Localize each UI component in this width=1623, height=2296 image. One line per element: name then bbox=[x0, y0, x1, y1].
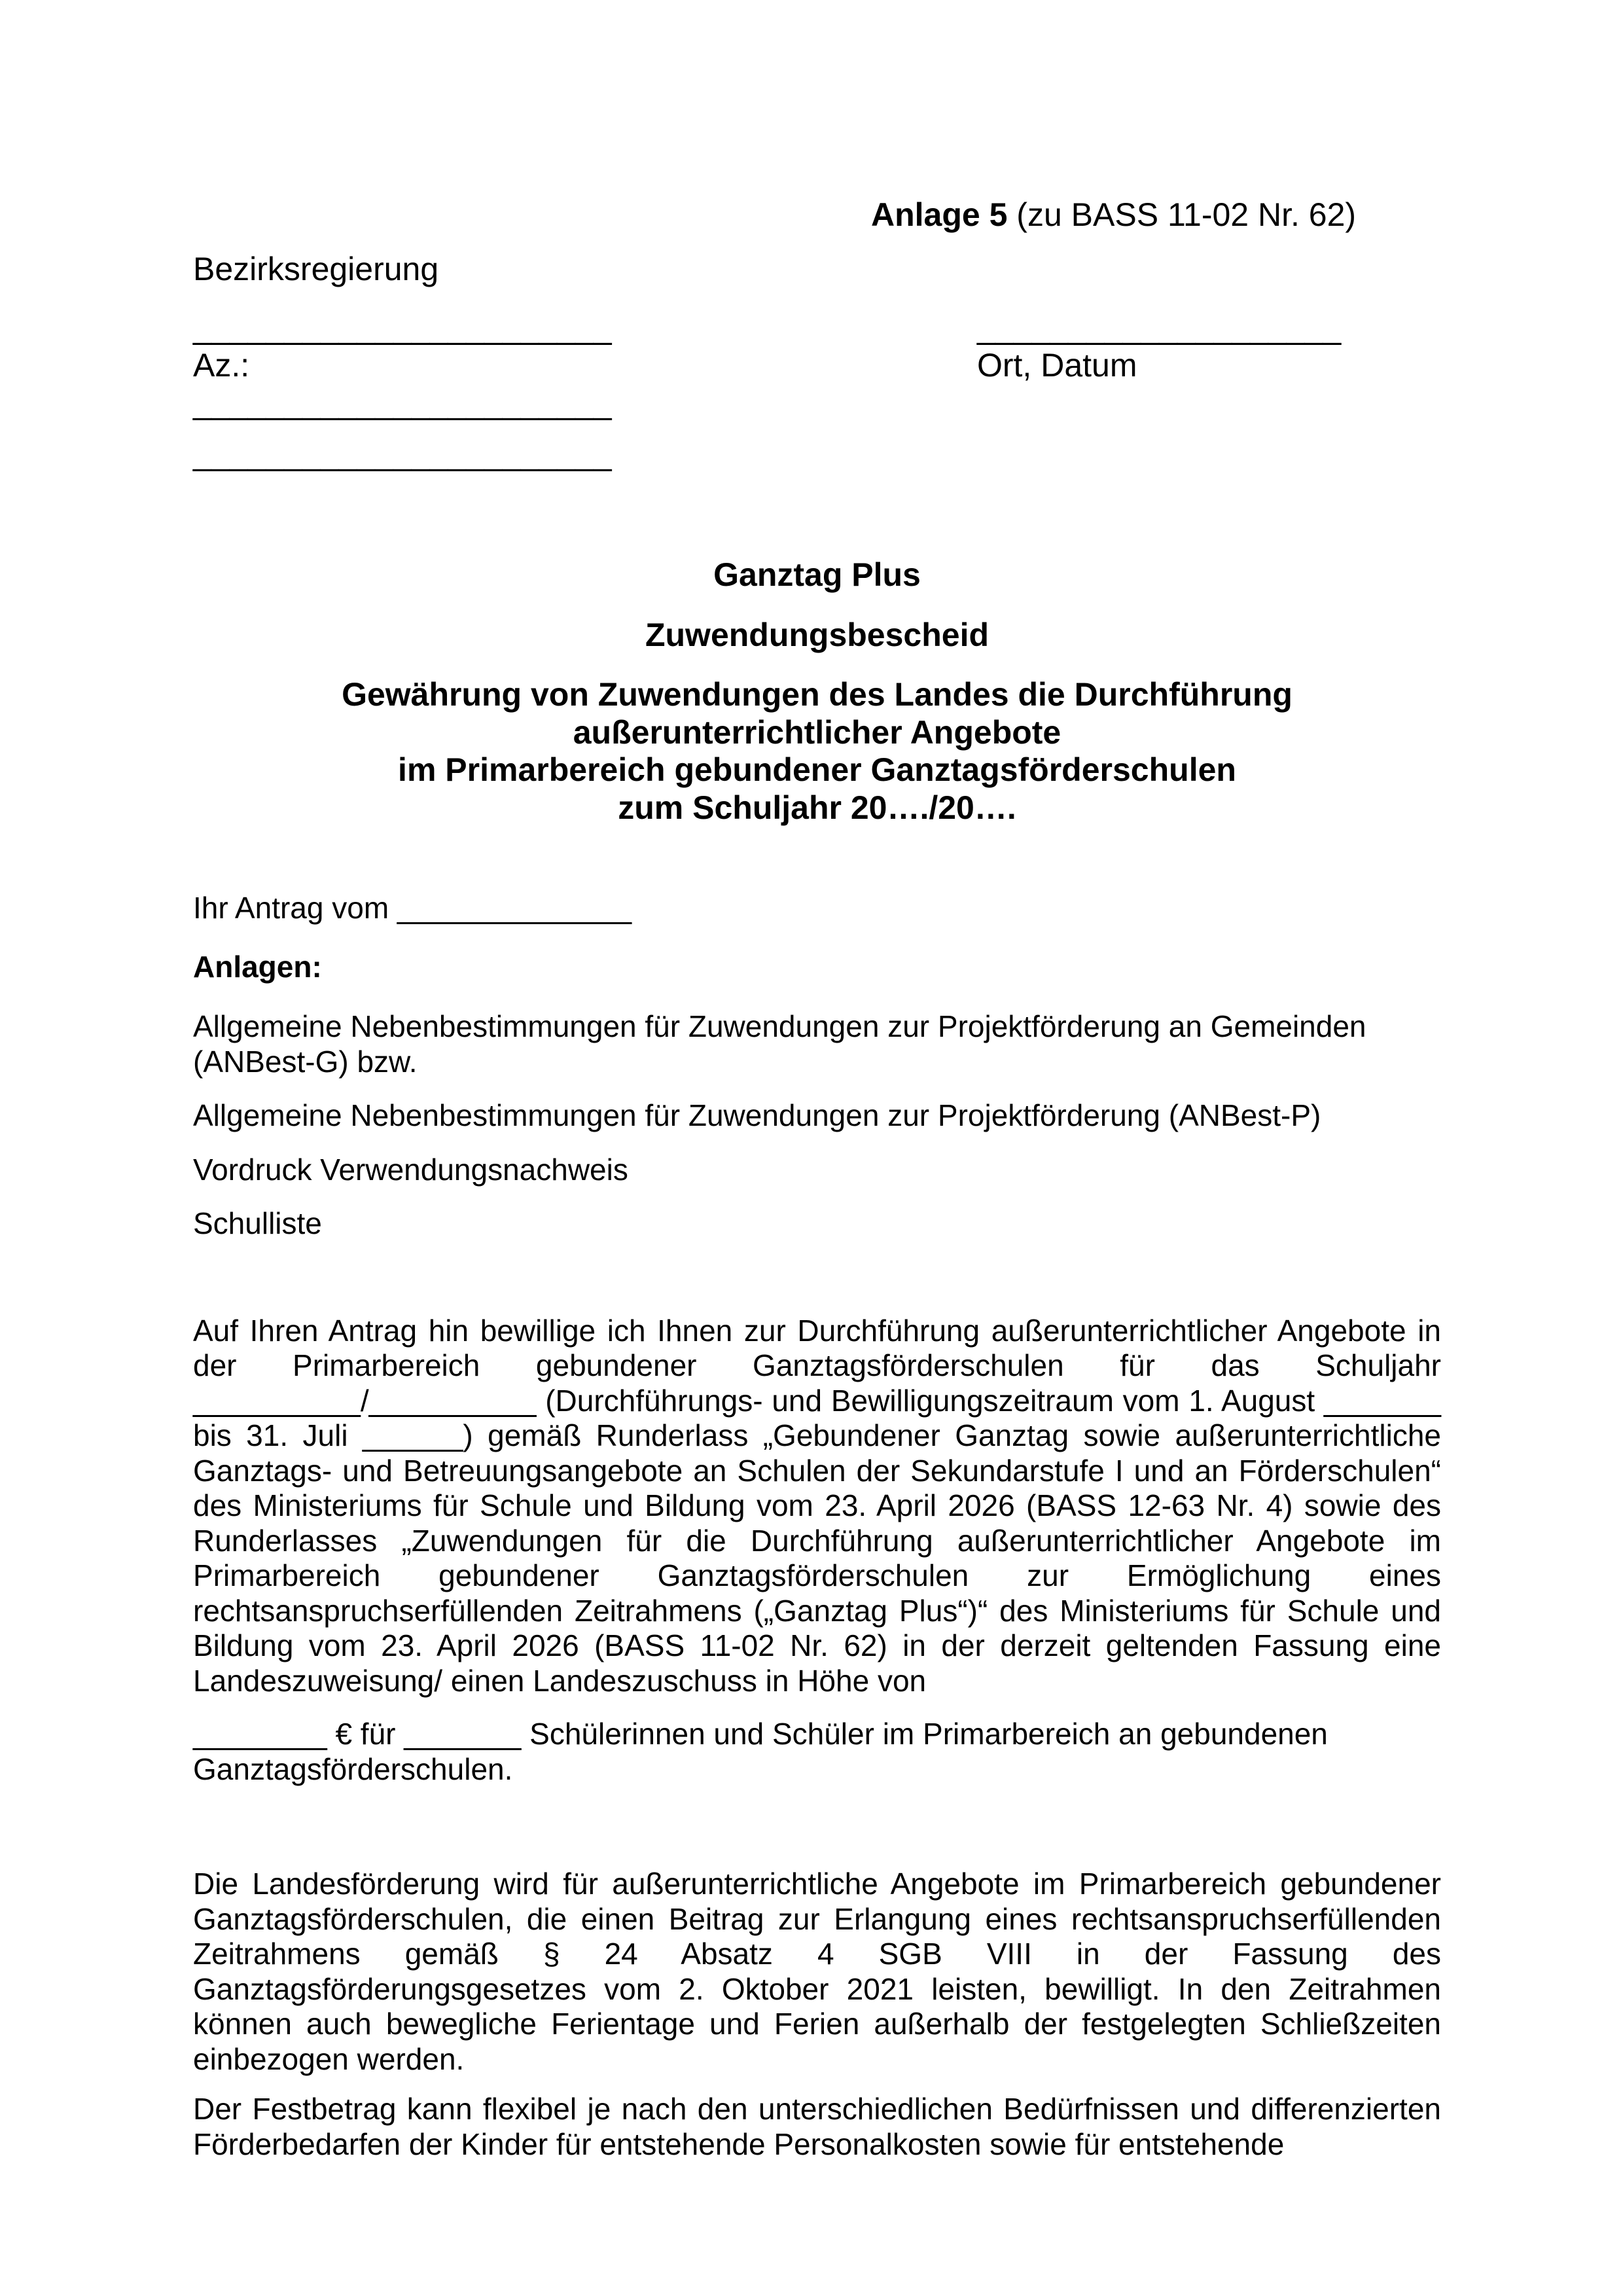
program-title: Ganztag Plus bbox=[713, 556, 921, 593]
subject-title-line-4: zum Schuljahr 20…./20…. bbox=[618, 789, 1016, 826]
request-date-line bbox=[193, 891, 1441, 926]
header-blank-left-1: _______________________ bbox=[193, 309, 612, 346]
amount-line: ________ € für _______ Schülerinnen und Schüler im Primarbereich an gebundenen Ganztagsförderschulen. bbox=[193, 1717, 1328, 1786]
header-blank-left-2: _______________________ bbox=[193, 384, 612, 421]
header-blank-left-3: _______________________ bbox=[193, 435, 612, 472]
attachment-item: Allgemeine Nebenbestimmungen für Zuwendungen zur Projektförderung an Gemeinden (ANBest-G) bzw. bbox=[193, 1009, 1366, 1079]
header-blank-right: ____________________ bbox=[977, 309, 1342, 346]
attachments-heading: Anlagen: bbox=[193, 949, 322, 984]
anlage-reference-number: Anlage 5 bbox=[871, 196, 1008, 233]
subject-title-line-3: im Primarbereich gebundener Ganztagsförderschulen bbox=[398, 751, 1236, 788]
document-type-title: Zuwendungsbescheid bbox=[645, 616, 990, 653]
request-date-blank: ______________ bbox=[397, 891, 632, 925]
request-date-label: Ihr Antrag vom bbox=[193, 891, 397, 925]
agency-label: Bezirksregierung bbox=[193, 250, 439, 287]
anlage-reference-suffix: (zu BASS 11-02 Nr. 62) bbox=[1007, 196, 1357, 233]
header-az-row bbox=[193, 347, 1441, 385]
az-label: Az.: bbox=[193, 346, 250, 384]
subject-title bbox=[193, 676, 1441, 827]
funding-paragraph: Die Landesförderung wird für außerunterrichtliche Angebote im Primarbereich gebundener Ganztagsförderschulen, die einen Beitrag zur Erlangung eines rechtsanspruchserfüllenden Zeitrahmens gemäß § 24 Absatz 4 SGB VIII in der Fassung des Ganztagsförderungsgesetzes vom 2. Oktober 2021 leisten, bewilligt. In den Zeitrahmen können auch bewegliche Ferientage und Ferien außerhalb der festgelegten Schließzeiten einbezogen werden. bbox=[193, 1867, 1441, 2076]
subject-title-line-1: Gewährung von Zuwendungen des Landes die Durchführung bbox=[342, 676, 1293, 713]
ort-datum-label: Ort, Datum bbox=[977, 346, 1137, 384]
fixed-amount-paragraph: Der Festbetrag kann flexibel je nach den unterschiedlichen Bedürfnissen und differenzierten Förderbedarfen der Kinder für entstehende Personalkosten sowie für entstehende bbox=[193, 2092, 1441, 2161]
grant-paragraph: Auf Ihren Antrag hin bewillige ich Ihnen zur Durchführung außerunterrichtlicher Angebote in der Primarbereich gebundener Ganztagsförderschulen für das Schuljahr __________/__________ (Durchführungs- und Bewilligungszeitraum vom 1. August _______ bis 31. Juli ______) gemäß Runderlass „Gebundener Ganztag sowie außerunterrichtliche Ganztags- und Betreuungsangebote an Schulen der Sekundarstufe I und an Förderschulen“ des Ministeriums für Schule und Bildung vom 23. April 2026 (BASS 12-63 Nr. 4) sowie des Runderlasses „Zuwendungen für die Durchführung außerunterrichtlicher Angebote im Primarbereich gebundener Ganztagsförderschulen zur Ermöglichung eines rechtsanspruchserfüllenden Zeitrahmens („Ganztag Plus“)“ des Ministeriums für Schule und Bildung vom 23. April 2026 (BASS 11-02 Nr. 62) in der derzeit geltenden Fassung eine Landeszuweisung/ einen Landeszuschuss in Höhe von bbox=[193, 1313, 1441, 1698]
header-blank-row-3 bbox=[193, 435, 1441, 473]
header-blank-row-2 bbox=[193, 384, 1441, 422]
attachment-item: Allgemeine Nebenbestimmungen für Zuwendungen zur Projektförderung (ANBest-P) bbox=[193, 1098, 1321, 1132]
subject-title-line-2: außerunterrichtlicher Angebote bbox=[573, 713, 1061, 751]
anlage-reference bbox=[871, 196, 1441, 234]
attachment-item: Schulliste bbox=[193, 1206, 322, 1240]
header-blank-row-1 bbox=[193, 309, 1441, 347]
attachment-item: Vordruck Verwendungsnachweis bbox=[193, 1152, 628, 1187]
